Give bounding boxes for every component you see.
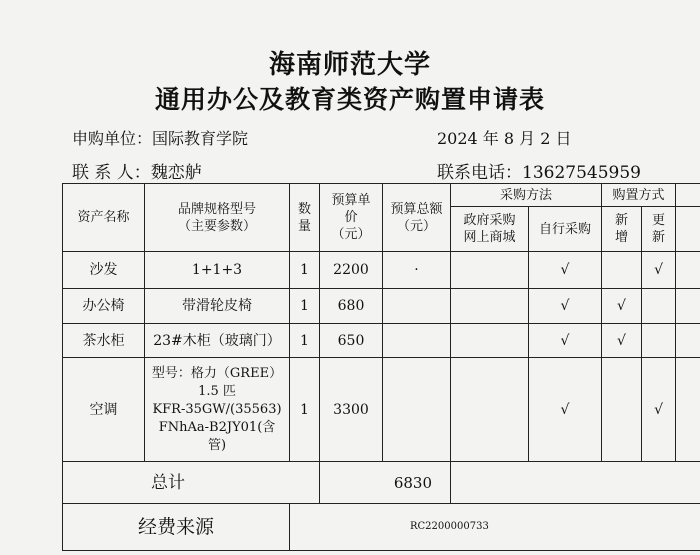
row-spacer (676, 252, 700, 289)
unit-label: 申购单位： (72, 129, 153, 148)
header-unit-price: 预算单 价 （元） (320, 184, 383, 252)
row-new-check (602, 358, 642, 462)
row-renew-check: √ (642, 358, 676, 462)
row-total (383, 358, 451, 462)
funding-value: RC2200000733 (290, 504, 700, 551)
phone-value: 13627545959 (522, 163, 641, 183)
header-purchase-type: 购置方式 (602, 184, 676, 207)
total-row (63, 462, 700, 504)
asset-table (62, 183, 700, 551)
total-label: 总计 (63, 462, 320, 504)
row-name: 沙发 (63, 252, 145, 289)
row-self-check: √ (529, 252, 602, 289)
total-value: 6830 (320, 462, 451, 504)
row-renew-check (642, 324, 676, 358)
row-price: 680 (320, 289, 383, 324)
funding-row (63, 504, 700, 551)
row-gov (451, 289, 529, 324)
row-gov (451, 324, 529, 358)
row-gov (451, 252, 529, 289)
row-total (383, 324, 451, 358)
row-self-check: √ (529, 324, 602, 358)
header-gov-purchase: 政府采购 网上商城 (451, 207, 529, 252)
row-spacer (676, 324, 700, 358)
table-row (63, 289, 700, 324)
row-model: 23#木柜（玻璃门） (145, 324, 290, 358)
row-total: · (383, 252, 451, 289)
row-qty: 1 (290, 358, 320, 462)
row-total (383, 289, 451, 324)
header-total-budget: 预算总额 （元） (383, 184, 451, 252)
row-price: 650 (320, 324, 383, 358)
header-spacer (676, 184, 700, 207)
date: 2024 年 8 月 2 日 (437, 129, 572, 148)
row-name: 茶水柜 (63, 324, 145, 358)
header-self-purchase: 自行采购 (529, 207, 602, 252)
phone-label: 联系电话： (437, 163, 522, 183)
header-brand-model: 品牌规格型号 （主要参数） (145, 184, 290, 252)
row-gov (451, 358, 529, 462)
header-renew: 更 新 (642, 207, 676, 252)
header-spacer-2 (676, 207, 700, 252)
contact-line (72, 158, 202, 183)
contact-label: 联 系 人： (72, 163, 151, 183)
row-new-check: √ (602, 324, 642, 358)
unit-line (72, 126, 248, 149)
row-name: 空调 (63, 358, 145, 462)
total-blank (451, 462, 700, 504)
row-qty: 1 (290, 252, 320, 289)
row-self-check: √ (529, 289, 602, 324)
row-renew-check: √ (642, 252, 676, 289)
row-model: 带滑轮皮椅 (145, 289, 290, 324)
row-name: 办公椅 (63, 289, 145, 324)
row-price: 3300 (320, 358, 383, 462)
table-row (63, 358, 700, 462)
row-renew-check (642, 289, 676, 324)
row-price: 2200 (320, 252, 383, 289)
row-spacer (676, 358, 700, 462)
row-model: 型号：格力（GREE） 1.5 匹 KFR-35GW/(35563) FNhAa-B2JY01(含 管) (145, 358, 290, 462)
row-spacer (676, 289, 700, 324)
header-purchase-method: 采购方法 (451, 184, 602, 207)
phone-line (437, 158, 641, 183)
row-new-check: √ (602, 289, 642, 324)
row-model: 1+1+3 (145, 252, 290, 289)
row-self-check: √ (529, 358, 602, 462)
row-qty: 1 (290, 289, 320, 324)
unit-value: 国际教育学院 (152, 129, 249, 148)
row-qty: 1 (290, 324, 320, 358)
header-new: 新 增 (602, 207, 642, 252)
contact-value: 魏恋舻 (150, 163, 202, 183)
table-row (63, 324, 700, 358)
document-title: 海南师范大学 (268, 50, 431, 80)
header-qty: 数 量 (290, 184, 320, 252)
table-row (63, 252, 700, 289)
document-subtitle: 通用办公及教育类资产购置申请表 (154, 85, 545, 114)
row-new-check (602, 252, 642, 289)
funding-label: 经费来源 (63, 504, 290, 551)
header-asset-name: 资产名称 (63, 184, 145, 252)
